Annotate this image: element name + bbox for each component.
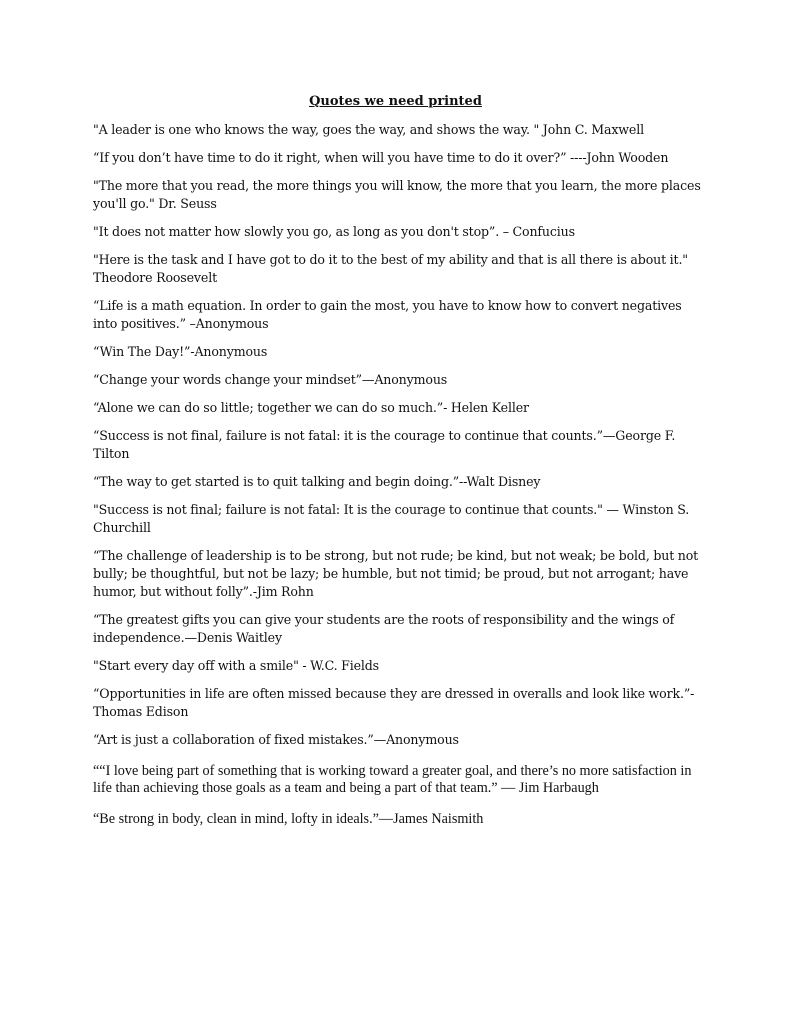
quote-item: "Start every day off with a smile" - W.C. Fields [93,658,379,673]
quote-item: “The greatest gifts you can give your students are the roots of responsibility and the wings of independence.—Denis Waitley [93,612,675,645]
quote-item: “If you don’t have time to do it right, when will you have time to do it over?” ----John Wooden [93,150,669,165]
quote-item: “Opportunities in life are often missed because they are dressed in overalls and look like work.”-Thomas Edison [93,686,695,719]
quote-item: “Change your words change your mindset”—Anonymous [93,372,448,387]
quote-item: “Be strong in body, clean in mind, lofty in ideals.”—James Naismith [93,811,484,827]
quote-item: “Art is just a collaboration of fixed mistakes.”—Anonymous [93,732,459,747]
quote-item: "Here is the task and I have got to do it to the best of my ability and that is all there is about it." Theodore Roosevelt [93,252,688,285]
quote-item: “Success is not final, failure is not fatal: it is the courage to continue that counts.”—George F. Tilton [93,428,676,461]
quote-list [93,121,705,838]
quote-item: "Success is not final; failure is not fatal: It is the courage to continue that counts." — Winston S. Churchill [93,502,690,535]
quote-item: "It does not matter how slowly you go, as long as you don't stop”. – Confucius [93,224,575,239]
quote-item: “Alone we can do so little; together we can do so much.”- Helen Keller [93,400,529,415]
quote-item: "A leader is one who knows the way, goes the way, and shows the way. " John C. Maxwell [93,122,644,137]
quote-item: “The way to get started is to quit talking and begin doing.”--Walt Disney [93,474,541,489]
quote-item: ““I love being part of something that is working toward a greater goal, and there’s no more satisfaction in life than achieving those goals as a team and being a part of that team.” — Jim Harbaugh [93,763,692,796]
quote-item: “Win The Day!”-Anonymous [93,344,268,359]
page-title: Quotes we need printed [309,94,482,109]
quote-item: “Life is a math equation. In order to gain the most, you have to know how to convert negatives into positives.” –Anonymous [93,298,682,331]
quote-item: "The more that you read, the more things you will know, the more that you learn, the more places you'll go." Dr. Seuss [93,178,701,211]
quote-item: “The challenge of leadership is to be strong, but not rude; be kind, but not weak; be bold, but not bully; be thoughtful, but not be lazy; be humble, but not timid; be proud, but not arrogant; have humor, but without folly”.-Jim Rohn [93,548,699,599]
